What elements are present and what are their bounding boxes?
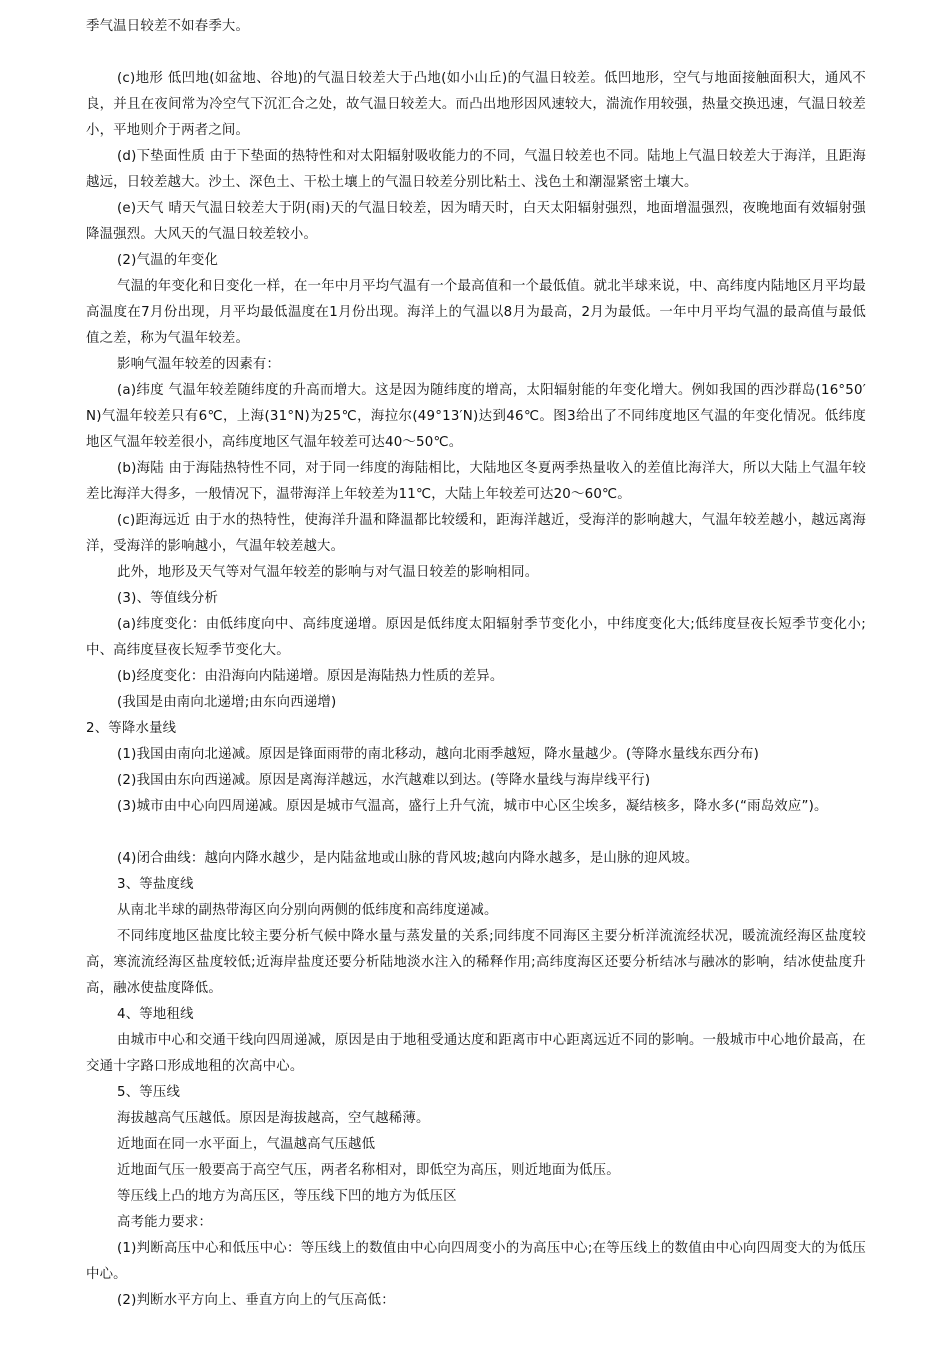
paragraph: 季气温日较差不如春季大。	[86, 19, 250, 34]
paragraph: 近地面在同一水平面上，气温越高气压越低	[117, 1137, 376, 1152]
paragraph: (a)纬度变化：由低纬度向中、高纬度递增。原因是低纬度太阳辐射季节变化小，中纬度变化大;低纬度昼夜长短季节变化小;中、高纬度昼夜长短季节变化大。	[86, 617, 866, 658]
paragraph: (d)下垫面性质 由于下垫面的热特性和对太阳辐射吸收能力的不同，气温日较差也不同。陆地上气温日较差大于海洋，且距海越远，日较差越大。沙土、深色土、干松土壤上的气温日较差分别比粘土、浅色土和潮湿紧密土壤大。	[86, 149, 866, 190]
paragraph: (e)天气 晴天气温日较差大于阴(雨)天的气温日较差，因为晴天时，白天太阳辐射强烈，地面增温强烈，夜晚地面有效辐射强降温强烈。大风天的气温日较差较小。	[86, 201, 866, 242]
section-heading: 3、等盐度线	[117, 877, 194, 892]
paragraph: (1)判断高压中心和低压中心：等压线上的数值由中心向四周变小的为高压中心;在等压线上的数值由中心向四周变大的为低压中心。	[86, 1241, 866, 1282]
paragraph: 等压线上凸的地方为高压区，等压线下凹的地方为低压区	[117, 1189, 457, 1204]
paragraph: (b)经度变化：由沿海向内陆递增。原因是海陆热力性质的差异。	[117, 669, 504, 684]
paragraph: (c)地形 低凹地(如盆地、谷地)的气温日较差大于凸地(如小山丘)的气温日较差。低凹地形，空气与地面接触面积大，通风不良，并且在夜间常为冷空气下沉汇合之处，故气温日较差大。而凸出地形因风速较大，湍流作用较强，热量交换迅速，气温日较差小，平地则介于两者之间。	[86, 71, 866, 138]
paragraph: (2)我国由东向西递减。原因是离海洋越远，水汽越难以到达。(等降水量线与海岸线平行)	[117, 773, 651, 788]
paragraph: (3)城市由中心向四周递减。原因是城市气温高，盛行上升气流，城市中心区尘埃多，凝结核多，降水多(“雨岛效应”)。	[117, 799, 828, 814]
section-heading: (2)气温的年变化	[117, 253, 219, 268]
paragraph: 气温的年变化和日变化一样，在一年中月平均气温有一个最高值和一个最低值。就北半球来说，中、高纬度内陆地区月平均最高温度在7月份出现，月平均最低温度在1月份出现。海洋上的气温以8月为最高，2月为最低。一年中月平均气温的最高值与最低值之差，称为气温年较差。	[86, 279, 866, 346]
paragraph: (2)判断水平方向上、垂直方向上的气压高低：	[117, 1293, 395, 1308]
paragraph: 不同纬度地区盐度比较主要分析气候中降水量与蒸发量的关系;同纬度不同海区主要分析洋流流经状况，暖流流经海区盐度较高，寒流流经海区盐度较低;近海岸盐度还要分析陆地淡水注入的稀释作用;高纬度海区还要分析结冰与融冰的影响，结冰使盐度升高，融冰使盐度降低。	[86, 929, 866, 996]
section-heading: 2、等降水量线	[86, 721, 177, 736]
paragraph: (4)闭合曲线：越向内降水越少，是内陆盆地或山脉的背风坡;越向内降水越多，是山脉的迎风坡。	[117, 851, 699, 866]
paragraph: 由城市中心和交通干线向四周递减，原因是由于地租受通达度和距离市中心距离远近不同的影响。一般城市中心地价最高，在交通十字路口形成地租的次高中心。	[86, 1033, 866, 1074]
paragraph: 海拔越高气压越低。原因是海拔越高，空气越稀薄。	[117, 1111, 430, 1126]
paragraph: 此外，地形及天气等对气温年较差的影响与对气温日较差的影响相同。	[117, 565, 539, 580]
section-heading: 4、等地租线	[117, 1007, 194, 1022]
paragraph: 近地面气压一般要高于高空气压，两者名称相对，即低空为高压，则近地面为低压。	[117, 1163, 620, 1178]
paragraph: 影响气温年较差的因素有：	[117, 357, 281, 372]
paragraph: (b)海陆 由于海陆热特性不同，对于同一纬度的海陆相比，大陆地区冬夏两季热量收入的差值比海洋大，所以大陆上气温年较差比海洋大得多，一般情况下，温带海洋上年较差为11℃，大陆上年较差可达20～60℃。	[86, 461, 866, 502]
section-heading: (3)、等值线分析	[117, 591, 219, 606]
paragraph: (a)纬度 气温年较差随纬度的升高而增大。这是因为随纬度的增高，太阳辐射能的年变化增大。例如我国的西沙群岛(16°50′N)气温年较差只有6℃，上海(31°N)为25℃，海拉尔(49°13′N)达到46℃。图3给出了不同纬度地区气温的年变化情况。低纬度地区气温年较差很小，高纬度地区气温年较差可达40～50℃。	[86, 383, 866, 450]
paragraph: (c)距海远近 由于水的热特性，使海洋升温和降温都比较缓和，距海洋越近，受海洋的影响越大，气温年较差越小，越远离海洋，受海洋的影响越小，气温年较差越大。	[86, 513, 866, 554]
paragraph: (1)我国由南向北递减。原因是锋面雨带的南北移动，越向北雨季越短，降水量越少。(等降水量线东西分布)	[117, 747, 759, 762]
section-heading: 5、等压线	[117, 1085, 181, 1100]
paragraph: (我国是由南向北递增;由东向西递增)	[117, 695, 337, 710]
paragraph: 高考能力要求：	[117, 1215, 213, 1230]
paragraph: 从南北半球的副热带海区向分别向两侧的低纬度和高纬度递减。	[117, 903, 498, 918]
